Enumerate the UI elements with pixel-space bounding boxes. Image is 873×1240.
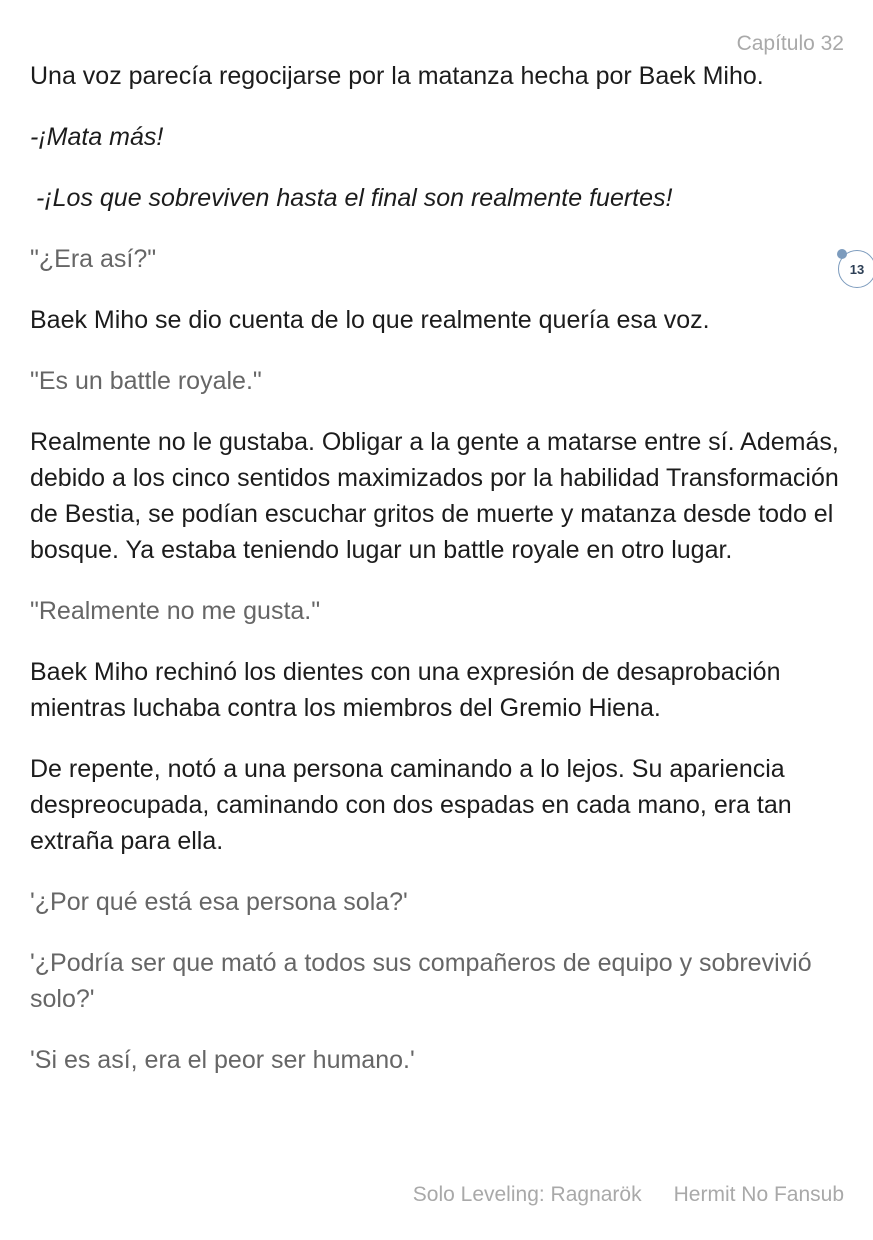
paragraph-11: '¿Por qué está esa persona sola?' [30,888,408,916]
page-number-badge[interactable] [838,250,873,288]
footer-title: Solo Leveling: Ragnarök [412,1183,642,1206]
chapter-body [30,58,845,1103]
paragraph-7: Realmente no le gustaba. Obligar a la gente a matarse entre sí. Además, debido a los cinco sentidos maximizados por la habilidad Transformación de Bestia, se podían escuchar gritos de muerte y matanza desde todo el bosque. Ya estaba teniendo lugar un battle royale en otro lugar. [30,428,839,564]
paragraph-3: -¡Los que sobreviven hasta el final son realmente fuertes! [36,184,673,212]
paragraph-13: 'Si es así, era el peor ser humano.' [30,1046,415,1074]
paragraph-9: Baek Miho rechinó los dientes con una expresión de desaprobación mientras luchaba contra los miembros del Gremio Hiena. [30,658,781,722]
chapter-header: Capítulo 32 [736,32,844,55]
paragraph-10: De repente, notó a una persona caminando a lo lejos. Su apariencia despreocupada, caminando con dos espadas en cada mano, era tan extraña para ella. [30,755,792,855]
page-number: 13 [849,261,865,277]
paragraph-4: "¿Era así?" [30,245,157,273]
paragraph-1: Una voz parecía regocijarse por la matanza hecha por Baek Miho. [30,62,764,90]
footer [413,1183,844,1207]
paragraph-12: '¿Podría ser que mató a todos sus compañeros de equipo y sobrevivió solo?' [30,949,812,1013]
paragraph-8: "Realmente no me gusta." [30,597,321,625]
paragraph-5: Baek Miho se dio cuenta de lo que realmente quería esa voz. [30,306,710,334]
paragraph-2: -¡Mata más! [30,123,164,151]
badge-dot-icon [837,249,847,259]
paragraph-6: "Es un battle royale." [30,367,262,395]
footer-group: Hermit No Fansub [673,1183,844,1206]
